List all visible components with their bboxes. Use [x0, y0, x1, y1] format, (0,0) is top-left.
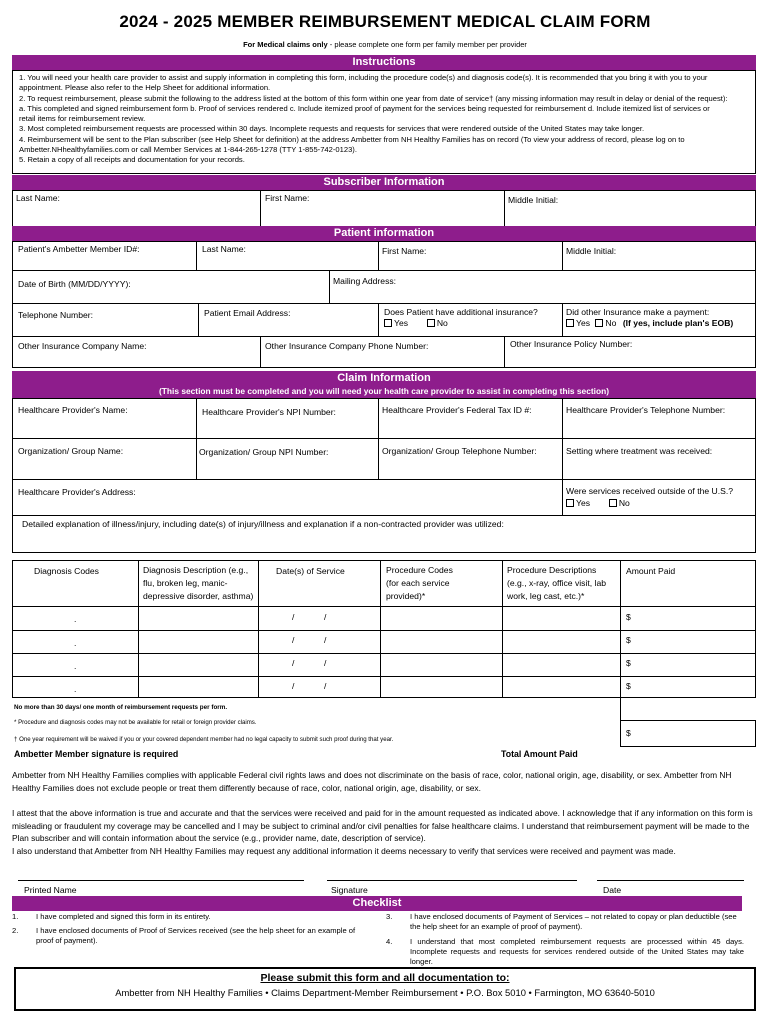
date-separator: /	[292, 658, 295, 668]
no-checkbox[interactable]	[427, 319, 435, 327]
column-header-diagnosis-description: Diagnosis Description (e.g., flu, broken leg, manic-depressive disorder, asthma)	[143, 565, 254, 601]
other-insurance-company-field[interactable]: Other Insurance Company Name:	[18, 341, 147, 351]
other-payment-options	[566, 318, 733, 328]
total-amount-label: Total Amount Paid	[501, 749, 578, 759]
additional-insurance-options	[384, 318, 448, 328]
row-divider	[12, 630, 756, 631]
yes-label: Yes	[576, 318, 591, 328]
instruction-line: 5. Retain a copy of all receipts and documentation for your records.	[19, 155, 245, 165]
column-header-amount-paid: Amount Paid	[626, 566, 676, 576]
patient-member-id-field[interactable]: Patient's Ambetter Member ID#:	[18, 244, 140, 254]
mailing-address: Ambetter from NH Healthy Families • Claims Department-Member Reimbursement • P.O. Box 5010 • Farmington, MO 63640-5010	[115, 987, 655, 998]
divider	[198, 303, 199, 336]
if-yes-note: (If yes, include plan's EOB)	[622, 318, 734, 328]
yes-label: Yes	[394, 318, 409, 328]
divider	[562, 303, 563, 336]
checklist-number: 1.	[12, 912, 19, 921]
subtitle-bold: For Medical claims only	[243, 40, 328, 49]
divider	[196, 398, 197, 479]
printed-name-label: Printed Name	[24, 885, 77, 895]
yes-checkbox[interactable]	[384, 319, 392, 327]
outside-us-question: Were services received outside of the U.S.?	[566, 486, 734, 496]
note-30-days: No more than 30 days/ one month of reimbursement requests per form.	[14, 704, 228, 711]
other-insurance-policy-field[interactable]: Other Insurance Policy Number:	[510, 339, 633, 349]
instruction-line: 3. Most completed reimbursement requests are processed within 30 days. Incomplete requests and requests for services that were rendered outside of the United States may take longer.	[19, 124, 645, 134]
signature-label: Signature	[331, 885, 368, 895]
checklist-item: I understand that most completed reimbursement requests are processed within 45 days. Incomplete requests and requests for services rendered outside of the United States may take longer.	[410, 937, 744, 966]
subscriber-header: Subscriber Information	[12, 175, 756, 190]
column-divider	[620, 560, 621, 720]
column-header-procedure-descriptions: Procedure Descriptions (e.g., x-ray, office visit, lab work, leg cast, etc.)*	[507, 565, 607, 601]
claim-header: Claim Information	[12, 371, 756, 386]
date-label: Date	[603, 885, 622, 895]
verification-paragraph: I also understand that Ambetter from NH Healthy Families may request any additional information it deems necessary to verify that services were received and payment was made.	[12, 846, 676, 856]
subscriber-last-name-field[interactable]: Last Name:	[16, 193, 60, 203]
yes-checkbox[interactable]	[566, 319, 574, 327]
form-subtitle	[0, 40, 770, 49]
divider	[378, 241, 379, 270]
date-line[interactable]	[597, 880, 744, 881]
column-divider	[502, 560, 503, 698]
divider	[329, 270, 330, 303]
provider-tax-id-field[interactable]: Healthcare Provider's Federal Tax ID #:	[382, 405, 532, 415]
total-dollar-sign: $	[626, 728, 631, 738]
diagnosis-code-input[interactable]: .	[74, 638, 77, 648]
patient-mailing-address-field[interactable]: Mailing Address:	[333, 276, 397, 286]
attestation-paragraph: I attest that the above information is true and accurate and that the services were received and paid for in the amount requested as indicated above. I acknowledge that if any information on this form is misleading or fraudulent my coverage may be cancelled and I may be subject to criminal and/or civil penalties for false healthcare claims. I understand that reimbursement payment will be made to the Plan subscriber and will contain information about the service (e.g., provider name, date, description of service).	[12, 808, 753, 843]
instruction-line: 2. To request reimbursement, please submit the following to the address listed at the bottom of this form within one year from date of service† (any missing information may result in delay or denial of the request):	[19, 93, 728, 103]
instruction-line: retail items for reimbursement review.	[19, 114, 146, 124]
instructions-header: Instructions	[12, 55, 756, 70]
other-insurance-phone-field[interactable]: Other Insurance Company Phone Number:	[265, 341, 429, 351]
service-table	[12, 560, 756, 698]
instruction-line: 1. You will need your health care provider to assist and supply information in completing this form, including the procedure code(s) and diagnosis code(s). It is recommended that you bring it with you to your	[19, 73, 708, 82]
row-divider	[12, 676, 756, 677]
claim-box	[12, 398, 756, 553]
treatment-setting-field[interactable]: Setting where treatment was received:	[566, 446, 713, 456]
row-divider	[12, 606, 756, 607]
note-one-year: † One year requirement will be waived if you or your covered dependent member had no legal capacity to submit such proof during that year.	[14, 736, 394, 743]
printed-name-line[interactable]	[18, 880, 304, 881]
date-separator: /	[324, 612, 327, 622]
form-title: 2024 - 2025 MEMBER REIMBURSEMENT MEDICAL CLAIM FORM	[119, 12, 651, 31]
outside-us-options	[566, 498, 630, 508]
patient-header: Patient information	[12, 226, 756, 241]
column-header-procedure-codes: Procedure Codes (for each service provided)*	[386, 565, 453, 601]
date-separator: /	[292, 635, 295, 645]
row-divider	[12, 653, 756, 654]
checklist-item: I have completed and signed this form in its entirety.	[36, 912, 211, 921]
no-label: No	[605, 318, 617, 328]
amount-input[interactable]: $	[626, 658, 631, 668]
column-header-dates-of-service: Date(s) of Service	[276, 566, 345, 576]
yes-checkbox[interactable]	[566, 499, 574, 507]
checklist-number: 4.	[386, 937, 393, 946]
provider-address-field[interactable]: Healthcare Provider's Address:	[18, 487, 136, 497]
instruction-line: 4. Reimbursement will be sent to the Plan subscriber (see Help Sheet for definition) at the address Ambetter from NH Healthy Families has on record (To view your address of record, please log on to	[19, 134, 685, 144]
divider	[504, 190, 505, 228]
no-checkbox[interactable]	[595, 319, 603, 327]
civil-rights-paragraph: Ambetter from NH Healthy Families complies with applicable Federal civil rights laws and does not discriminate on the basis of race, color, national origin, age, disability, or sex. Ambetter from NH Healthy Families does not exclude people or treat them differently because of race, color, national origin, age, disability, or sex.	[12, 770, 732, 793]
checklist-number: 2.	[12, 926, 19, 935]
divider	[378, 398, 379, 479]
claim-subheader: (This section must be completed and you will need your health care provider to assist in completing this section)	[12, 385, 756, 398]
row-divider	[12, 438, 756, 439]
patient-last-name-field[interactable]: Last Name:	[202, 244, 246, 254]
instructions-box	[12, 70, 756, 174]
divider	[260, 336, 261, 368]
divider	[378, 303, 379, 336]
checklist-item: I have enclosed documents of Proof of Services received (see the help sheet for an example of proof of payment).	[36, 926, 356, 945]
diagnosis-code-input[interactable]: .	[74, 684, 77, 694]
amount-input[interactable]: $	[626, 681, 631, 691]
no-label: No	[618, 498, 630, 508]
amount-input[interactable]: $	[626, 612, 631, 622]
subscriber-middle-initial-field[interactable]: Middle Initial:	[508, 195, 559, 205]
divider	[562, 398, 563, 515]
divider	[562, 241, 563, 270]
patient-dob-field[interactable]: Date of Birth (MM/DD/YYYY):	[18, 279, 131, 289]
signature-line[interactable]	[327, 880, 577, 881]
checklist-number: 3.	[386, 912, 393, 921]
column-divider	[380, 560, 381, 698]
row-divider	[12, 336, 756, 337]
diagnosis-code-input[interactable]: .	[74, 614, 77, 624]
row-divider	[12, 270, 756, 271]
column-header-diagnosis-codes: Diagnosis Codes	[34, 566, 99, 576]
org-phone-field[interactable]: Organization/ Group Telephone Number:	[382, 446, 537, 456]
column-divider	[258, 560, 259, 698]
org-npi-field[interactable]: Organization/ Group NPI Number:	[199, 447, 329, 457]
yes-label: Yes	[576, 498, 591, 508]
column-divider	[138, 560, 139, 698]
diagnosis-code-input[interactable]: .	[74, 661, 77, 671]
note-codes: * Procedure and diagnosis codes may not be available for retail or foreign provider claims.	[14, 719, 257, 726]
checklist-header: Checklist	[12, 896, 742, 911]
total-amount-box[interactable]	[620, 720, 756, 747]
row-divider	[12, 479, 756, 480]
checklist-item: I have enclosed documents of Payment of Services – not related to copay or plan deductible (see the help sheet for an example of proof of payment).	[410, 912, 737, 931]
patient-middle-initial-field[interactable]: Middle Initial:	[566, 246, 617, 256]
divider	[504, 336, 505, 368]
divider	[260, 190, 261, 228]
subscriber-first-name-field[interactable]: First Name:	[265, 193, 310, 203]
provider-name-field[interactable]: Healthcare Provider's Name:	[18, 405, 128, 415]
row-divider	[12, 515, 756, 516]
provider-phone-field[interactable]: Healthcare Provider's Telephone Number:	[566, 405, 726, 415]
other-payment-question: Did other Insurance make a payment:	[566, 307, 710, 317]
patient-telephone-field[interactable]: Telephone Number:	[18, 310, 94, 320]
no-checkbox[interactable]	[609, 499, 617, 507]
org-name-field[interactable]: Organization/ Group Name:	[18, 446, 124, 456]
date-separator: /	[324, 658, 327, 668]
patient-email-field[interactable]: Patient Email Address:	[204, 308, 291, 318]
divider	[196, 241, 197, 270]
date-separator: /	[324, 681, 327, 691]
subscriber-box	[12, 190, 756, 228]
date-separator: /	[292, 681, 295, 691]
date-separator: /	[324, 635, 327, 645]
additional-insurance-question: Does Patient have additional insurance?	[384, 307, 538, 317]
instruction-line: a. This completed and signed reimbursement form b. Proof of services rendered c. Include itemized proof of payment for the services being requested for reimbursement d. Include itemized list of services or	[19, 103, 710, 113]
date-separator: /	[292, 612, 295, 622]
instruction-line: appointment. Please also refer to the Help Sheet for additional information.	[19, 83, 271, 93]
illness-explanation-field[interactable]: Detailed explanation of illness/injury, including date(s) of injury/illness and explanation if a non-contracted provider was utilized:	[22, 519, 504, 529]
signature-required-note: Ambetter Member signature is required	[14, 749, 179, 759]
submit-heading: Please submit this form and all documentation to:	[260, 972, 510, 984]
row-divider	[12, 303, 756, 304]
subtitle-rest: - please complete one form per family member per provider	[327, 40, 527, 49]
amount-input[interactable]: $	[626, 635, 631, 645]
instruction-line: Ambetter.NHhealthyfamilies.com or call Member Services at 1-844-265-1278 (TTY 1-855-742-0123).	[19, 145, 357, 155]
provider-npi-field[interactable]: Healthcare Provider's NPI Number:	[202, 407, 336, 417]
no-label: No	[436, 318, 448, 328]
patient-first-name-field[interactable]: First Name:	[382, 246, 427, 256]
